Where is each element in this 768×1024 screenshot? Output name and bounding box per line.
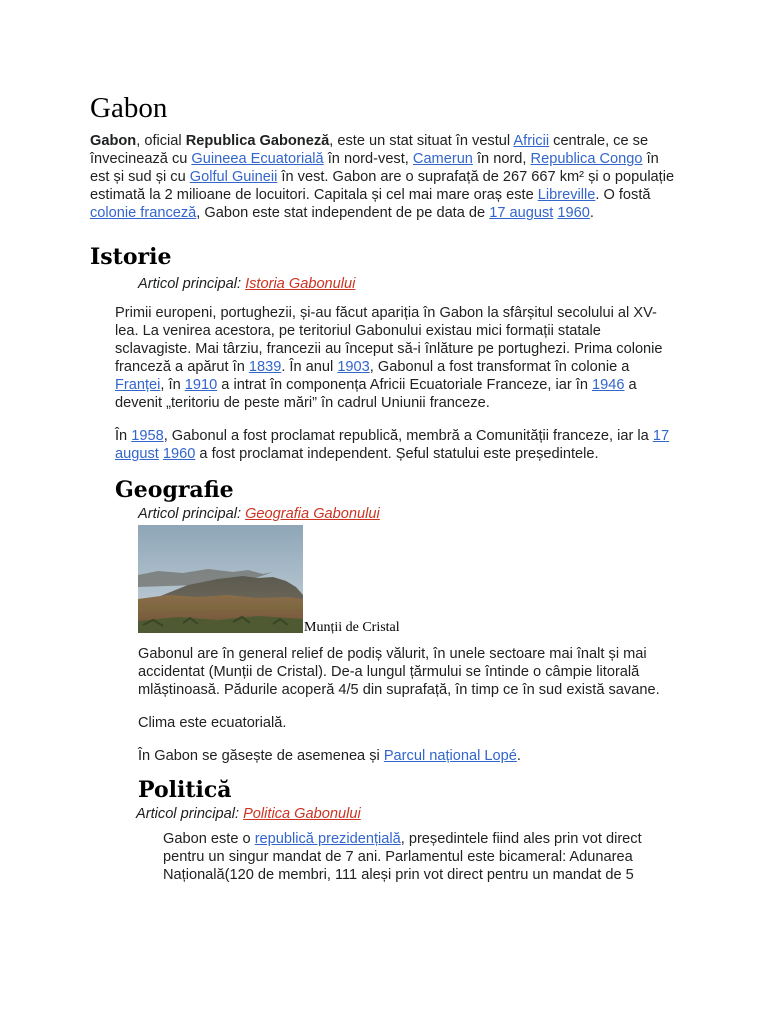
link-frantei[interactable]: Franței bbox=[115, 377, 161, 393]
link-guineea-ecuatoriala[interactable]: Guineea Ecuatorială bbox=[191, 151, 324, 167]
link-politica-gabonului[interactable]: Politica Gabonului bbox=[243, 806, 361, 822]
mountain-landscape-image[interactable] bbox=[138, 525, 303, 633]
link-golful-guineii[interactable]: Golful Guineii bbox=[189, 169, 278, 185]
section-heading-politica: Politică bbox=[138, 777, 232, 803]
istorie-paragraph-2: În 1958, Gabonul a fost proclamat republică, membră a Comunității franceze, iar la 17 august 1960 a fost proclamat independent. Șeful statului este președintele. bbox=[115, 428, 670, 462]
page-title: Gabon bbox=[90, 92, 168, 124]
link-republica-prezidentiala[interactable]: republică prezidențială bbox=[254, 831, 401, 847]
intro-paragraph: Gabon, oficial Republica Gaboneză, este un stat situat în vestul Africii centrale, ce se învecinează cu Guineea Ecuatorială în nord-vest, Camerun în nord, Republica Congo în est și sud și cu Golful Guineii în vest. Gabon are o suprafață de 267 667 km² și o populație estimată la 2 milioane de locuitori. Capitala și cel mai mare oraș este Libreville. O fostă colonie franceză, Gabon este stat independent de pe data de 17 august 1960. bbox=[90, 133, 675, 221]
link-republica-congo[interactable]: Republica Congo bbox=[530, 151, 643, 167]
link-17-august-2[interactable]: 17 august bbox=[115, 428, 670, 462]
link-1958[interactable]: 1958 bbox=[131, 428, 164, 444]
link-1946[interactable]: 1946 bbox=[592, 377, 625, 393]
link-colonie-franceza[interactable]: colonie franceză bbox=[90, 205, 197, 221]
section-heading-istorie: Istorie bbox=[90, 244, 172, 270]
link-1903[interactable]: 1903 bbox=[337, 359, 370, 375]
link-17-august[interactable]: 17 august bbox=[489, 205, 554, 221]
geografie-paragraph-1: Gabonul are în general relief de podiș vălurit, în unele sectoare mai înalt și mai accidentat (Munții de Cristal). De-a lungul țărmului se întinde o câmpie litorală mlăștinoasă. Pădurile acoperă 4/5 din suprafață, în timp ce în sud există savane. bbox=[138, 646, 660, 698]
hatnote-geografie: Articol principal: Geografia Gabonului bbox=[138, 506, 380, 522]
article bbox=[90, 90, 680, 884]
link-1839[interactable]: 1839 bbox=[248, 359, 282, 375]
geografie-paragraph-3: În Gabon se găsește de asemenea și Parcul național Lopé. bbox=[138, 748, 521, 764]
geografie-paragraph-2: Clima este ecuatorială. bbox=[138, 715, 287, 731]
istorie-paragraph-1: Primii europeni, portughezii, și-au făcut apariția în Gabon la sfârșitul secolului al XV-lea. La venirea acestora, pe teritoriul Gabonului existau mici formații statale sclavagiste. Mai târziu, francezii au început să-i înlăture pe portughezi. Prima colonie franceză a apărut în 1839. În anul 1903, Gabonul a fost transformat în colonie a Franței, în 1910 a intrat în componența Africii Ecuatoriale Franceze, iar în 1946 a devenit „teritoriu de peste mări” în cadrul Uniunii franceze. bbox=[115, 305, 663, 411]
politica-paragraph-1: Gabon este o republică prezidențială, președintele fiind ales prin vot direct pentru un singur mandat de 7 ani. Parlamentul este bicameral: Adunarea Națională(120 de membri, 111 aleși prin vot direct pentru un mandat de 5 bbox=[163, 831, 642, 883]
image-figure bbox=[138, 525, 680, 633]
link-parcul-national-lope[interactable]: Parcul național Lopé bbox=[383, 748, 517, 764]
intro-bold-name: Gabon bbox=[90, 133, 137, 149]
section-heading-geografie: Geografie bbox=[115, 477, 234, 503]
link-1960[interactable]: 1960 bbox=[557, 205, 590, 221]
link-1960-2[interactable]: 1960 bbox=[162, 446, 196, 462]
link-libreville[interactable]: Libreville bbox=[537, 187, 596, 203]
hatnote-istorie: Articol principal: Istoria Gabonului bbox=[138, 276, 356, 292]
image-caption: Munții de Cristal bbox=[304, 620, 400, 635]
link-istoria-gabonului[interactable]: Istoria Gabonului bbox=[245, 276, 356, 292]
link-africii[interactable]: Africii bbox=[513, 133, 550, 149]
link-geografia-gabonului[interactable]: Geografia Gabonului bbox=[245, 506, 380, 522]
hatnote-politica: Articol principal: Politica Gabonului bbox=[136, 806, 361, 822]
link-camerun[interactable]: Camerun bbox=[412, 151, 473, 167]
intro-bold-official: Republica Gaboneză bbox=[185, 133, 330, 149]
link-1910[interactable]: 1910 bbox=[184, 377, 218, 393]
